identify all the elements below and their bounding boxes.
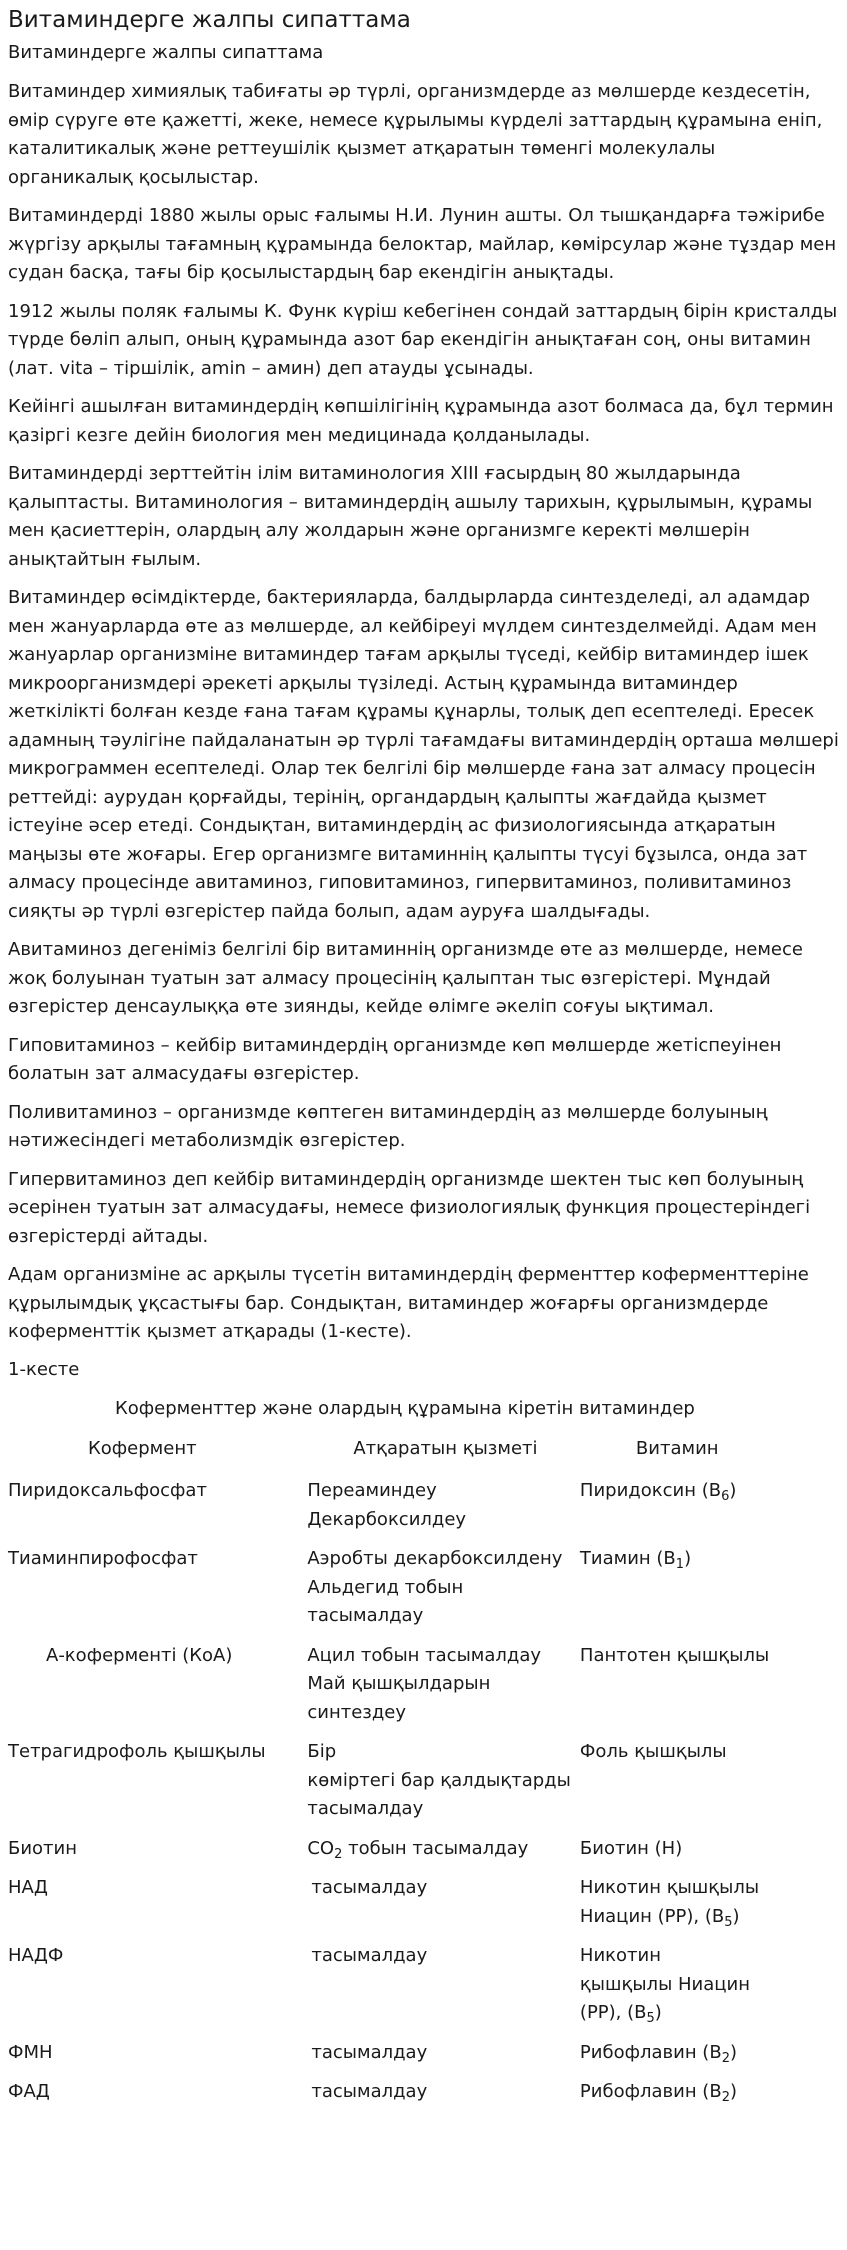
cell-vitamin xyxy=(580,1642,843,1739)
vitamin-tail: ) xyxy=(684,1548,692,1569)
cell-coenzyme: А-коферменті (КоА) xyxy=(46,1644,233,1666)
vitamin-text: Биотин (H) xyxy=(579,1837,683,1859)
function-line: тасымалдау xyxy=(311,2041,428,2063)
table-row xyxy=(8,1642,843,1739)
table-row xyxy=(8,1738,843,1835)
table-caption: Коферменттер және олардың құрамына кіретін витаминдер xyxy=(115,1397,695,1419)
vitamin-text: Тиамин (B xyxy=(579,1548,676,1569)
function-text-tail: тобын тасымалдау xyxy=(342,1837,529,1859)
cell-function xyxy=(307,1545,580,1642)
function-line: Переаминдеу xyxy=(307,1480,437,1501)
cell-coenzyme: ФАД xyxy=(8,2081,50,2102)
header-coenzyme: Кофермент xyxy=(88,1437,197,1459)
function-line: Бір xyxy=(307,1741,337,1762)
function-line: синтездеу xyxy=(307,1701,407,1723)
cell-coenzyme: НАД xyxy=(8,1877,48,1898)
header-vitamin: Витамин xyxy=(635,1437,719,1459)
cell-function xyxy=(307,1874,580,1942)
function-line: тасымалдау xyxy=(311,1945,428,1966)
function-line: Аэробты декарбоксилдену xyxy=(307,1548,563,1569)
paragraph: Витаминдер өсімдіктерде, бактерияларда, балдырларда синтезделеді, ал адамдар мен жануарларда өте аз мөлшерде, ал кейбіреуі мүлдем синтезделмейді. Адам мен жануарлар организміне витаминдер тағам арқылы түседі, кейбір витаминдер ішек микроорганизмдері әрекеті арқылы түзіледі. Астың құрамында витаминдер жеткілікті болған кезде ғана тағам құрамы құнарлы, толық деп есептеледі. Ересек адамның тәулігіне пайдаланатын әр түрлі тағамдағы витаминдердің орташа мөлшері микрограммен есептеледі. Олар тек белгілі бір мөлшерде ғана зат алмасу процесін реттейді: аурудан қорғайды, терінің, органдардың қалыпты жағдайда қызмет істеуіне әсер етеді. Сондықтан, витаминдердің ас физиологиясында атқаратын маңызы өте жоғары. Егер организмге витаминнің қалыпты түсуі бұзылса, онда зат алмасу процесінде авитаминоз, гиповитаминоз, гипервитаминоз, поливитаминоз сияқты әр түрлі өзгерістер пайда болып, адам ауруға шалдығады. xyxy=(8,587,839,922)
cell-vitamin xyxy=(580,1874,843,1942)
cell-function xyxy=(307,1942,580,2039)
page-title: Витаминдерге жалпы сипаттама xyxy=(8,7,411,33)
paragraph: Гипервитаминоз деп кейбір витаминдердің организмде шектен тыс көп болуының әсерінен туатын зат алмасудағы, немесе физиологиялық функция процестеріндегі өзгерістерді айтады. xyxy=(8,1168,811,1247)
table-header-row xyxy=(8,1435,843,1478)
function-line: Май қышқылдарын xyxy=(307,1673,491,1694)
cell-function xyxy=(307,1835,580,1875)
table-row xyxy=(8,1545,843,1642)
vitamin-tail: ) xyxy=(729,2081,737,2102)
function-line: Декарбоксилдеу xyxy=(307,1508,467,1530)
cell-coenzyme: ФМН xyxy=(8,2041,53,2063)
cell-function xyxy=(307,2078,580,2118)
function-text: CO xyxy=(307,1837,335,1859)
vitamin-subscript: 1 xyxy=(675,1557,685,1572)
cell-vitamin xyxy=(580,1942,843,2039)
vitamin-line-last xyxy=(580,1903,843,1932)
table-row xyxy=(8,1835,843,1875)
paragraph: Витаминдер химиялық табиғаты әр түрлі, организмдерде аз мөлшерде кездесетін, өмір сүруге өте қажетті, жеке, немесе құрылымы күрделі заттардың құрамына еніп, каталитикалық және реттеушілік қызмет атқаратын төменгі молекулалы органикалық қосылыстар. xyxy=(8,81,823,188)
cell-vitamin xyxy=(580,1738,843,1835)
function-line: Ацил тобын тасымалдау xyxy=(307,1644,542,1666)
paragraph: Гиповитаминоз – кейбір витаминдердің организмде көп мөлшерде жетіспеуінен болатын зат алмасудағы өзгерістер. xyxy=(8,1034,782,1084)
vitamin-tail: ) xyxy=(654,2002,662,2023)
vitamin-text: Пантотен қышқылы xyxy=(579,1644,770,1666)
table-row xyxy=(8,1874,843,1942)
paragraph: Кейінгі ашылған витаминдердің көпшілігінің құрамында азот болмаса да, бұл термин қазіргі кезге дейін биология мен медицинада қолданылады. xyxy=(8,396,834,446)
paragraph: Витаминдерді зерттейтін ілім витаминология XIII ғасырдың 80 жылдарында қалыптасты. Витаминология – витаминдердің ашылу тарихын, құрылымын, құрамы мен қасиеттерін, олардың алу жолдарын және организмге керекті мөлшерін анықтайтын ғылым. xyxy=(8,463,813,570)
function-line: тасымалдау xyxy=(307,1798,424,1819)
vitamin-subscript: 2 xyxy=(721,2050,730,2066)
cell-vitamin xyxy=(580,1477,843,1545)
vitamin-subscript: 2 xyxy=(721,2090,730,2105)
cell-coenzyme: Биотин xyxy=(8,1837,78,1859)
cell-vitamin xyxy=(580,1835,843,1875)
paragraph: Поливитаминоз – организмде көптеген витаминдердің аз мөлшерде болуының нәтижесіндегі метаболизмдік өзгерістер. xyxy=(8,1101,768,1151)
vitamin-text: (PP), (B xyxy=(579,2002,647,2023)
cell-function xyxy=(307,1642,580,1739)
table-row xyxy=(8,2039,843,2079)
vitamin-text: Пиридоксин (B xyxy=(579,1480,722,1501)
cell-coenzyme: НАДФ xyxy=(8,1945,64,1966)
cell-function xyxy=(307,1738,580,1835)
page-subtitle: Витаминдерге жалпы сипаттама xyxy=(8,42,324,63)
vitamin-subscript: 5 xyxy=(724,1914,733,1930)
function-line: тасымалдау xyxy=(307,1605,424,1626)
cell-coenzyme: Пиридоксальфосфат xyxy=(8,1480,207,1501)
function-line: тасымалдау xyxy=(311,2081,428,2102)
function-line: көміртегі бар қалдықтарды xyxy=(307,1769,571,1791)
cell-function xyxy=(307,1477,580,1545)
table-label: 1-кесте xyxy=(8,1358,80,1380)
vitamin-subscript: 6 xyxy=(721,1489,730,1504)
cell-coenzyme: Тетрагидрофоль қышқылы xyxy=(8,1741,266,1762)
header-function: Атқаратын қызметі xyxy=(353,1437,538,1459)
paragraph: Адам организміне ас арқылы түсетін витаминдердің ферменттер коферменттеріне құрылымдық ұқсастығы бар. Сондықтан, витаминдер жоғарғы организмдерде коферменттік қызмет атқарады (1-кесте). xyxy=(8,1264,809,1342)
cell-function xyxy=(307,2039,580,2079)
vitamin-line-last xyxy=(580,1999,843,2028)
cell-vitamin xyxy=(580,2039,843,2079)
vitamin-line: Никотин xyxy=(579,1945,661,1966)
cell-vitamin xyxy=(580,1545,843,1642)
vitamin-text: Ниацин (PP), (B xyxy=(579,1905,725,1927)
vitamin-line: қышқылы Ниацин xyxy=(579,1973,750,1995)
function-line: Альдегид тобын xyxy=(307,1576,464,1598)
function-subscript: 2 xyxy=(334,1846,343,1862)
vitamin-tail: ) xyxy=(732,1905,740,1927)
vitamin-text: Рибофлавин (B xyxy=(579,2081,722,2102)
vitamin-tail: ) xyxy=(729,1480,737,1501)
paragraph: Витаминдерді 1880 жылы орыс ғалымы Н.И. Лунин ашты. Ол тышқандарға тәжірибе жүргізу арқылы тағамның құрамында белоктар, майлар, көмірсулар және тұздар мен судан басқа, тағы бір қосылыстардың бар екендігін анықтады. xyxy=(8,205,837,283)
table-row xyxy=(8,1477,843,1545)
vitamin-tail: ) xyxy=(729,2041,737,2063)
table-row xyxy=(8,1942,843,2039)
table-row xyxy=(8,2078,843,2118)
coenzyme-table xyxy=(8,1435,843,2118)
vitamin-text: Фоль қышқылы xyxy=(579,1741,727,1762)
paragraph: Авитаминоз дегеніміз белгілі бір витаминнің организмде өте аз мөлшерде, немесе жоқ болуынан туатын зат алмасу процесінің қалыптан тыс өзгерістері. Мұндай өзгерістер денсаулыққа өте зиянды, кейде өлімге әкеліп соғуы ықтимал. xyxy=(8,939,803,1017)
paragraph: 1912 жылы поляк ғалымы К. Функ күріш кебегінен сондай заттардың бірін кристалды түрде бөліп алып, оның құрамында азот бар екендігін анықтаған соң, оны витамин (лат. vita – тіршілік, amin – амин) деп атауды ұсынады. xyxy=(8,300,838,379)
cell-coenzyme: Тиаминпирофосфат xyxy=(8,1548,198,1569)
vitamin-subscript: 5 xyxy=(646,2011,655,2026)
vitamin-line: Никотин қышқылы xyxy=(579,1877,760,1898)
function-line: тасымалдау xyxy=(311,1877,428,1898)
vitamin-text: Рибофлавин (B xyxy=(579,2041,722,2063)
cell-vitamin xyxy=(580,2078,843,2118)
